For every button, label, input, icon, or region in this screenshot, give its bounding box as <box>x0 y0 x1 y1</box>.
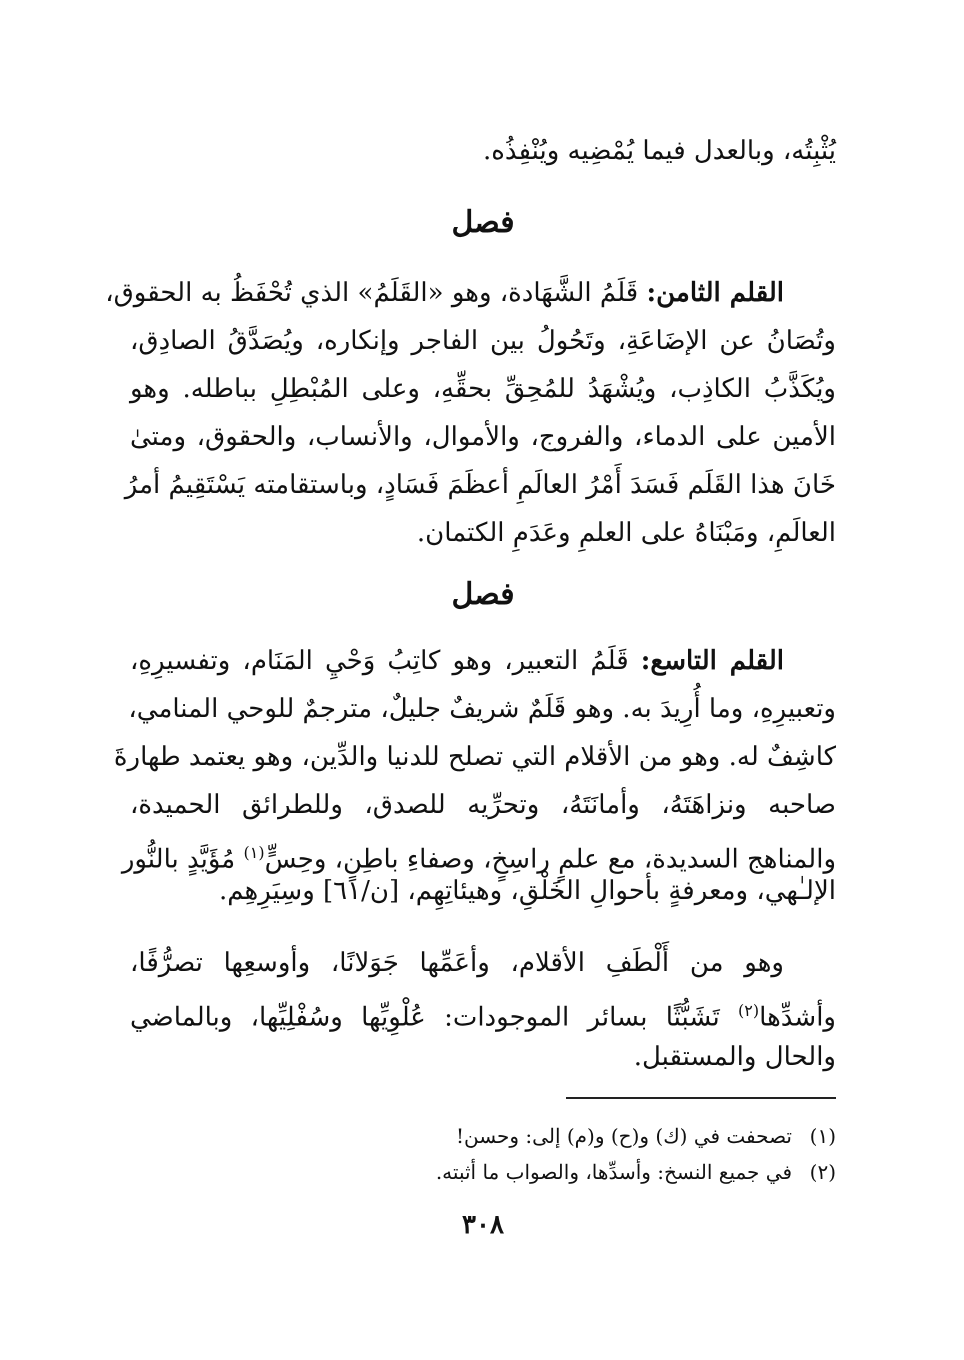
footnote-ref: (٢) <box>738 1001 760 1020</box>
page-number: ٣٠٨ <box>462 1210 504 1240</box>
section-lead: القلم التاسع: <box>640 646 784 676</box>
paragraph-line <box>130 638 836 684</box>
paragraph-text: والمناهج السديدة، مع علمٍ راسِخٍ، وصفاءِ باطِنٍ، وحِسٍّ <box>264 844 836 875</box>
paragraph-line: والحال والمستقبل. <box>633 1042 836 1072</box>
paragraph-line: كاشِفٌ له. وهو من الأقلام التي تصلح للدنيا والدِّين، وهو يعتمد طهارةَ <box>113 742 836 772</box>
paragraph-line: خَانَ هذا القَلَم فَسَدَ أَمْرُ العالَمِ أعظَمَ فَسَادٍ، وباستقامته يَسْتَقِيمُ أمرُ <box>124 470 836 500</box>
paragraph-line <box>130 988 836 1041</box>
section-lead: القلم الثامن: <box>646 278 784 308</box>
paragraph-line: وتُصَانُ عن الإضَاعَةِ، وتَحُولُ بين الفاجر وإنكاره، ويُصَدَّقُ الصادِق، <box>130 326 836 356</box>
footnote <box>130 1118 836 1154</box>
book-page <box>105 0 836 1360</box>
paragraph-text: وأشدِّها <box>759 1002 836 1033</box>
paragraph-line: الإلـٰهي، ومعرفةٍ بأحوالِ الخَلْقِ، وهيئاتِهِم، [ن/٦١] وسِيَرِهِم. <box>218 876 836 906</box>
paragraph-text: مُؤَيَّدٍ بالنُّور <box>121 844 244 875</box>
paragraph-line: صاحبه ونزاهَتَهُ، وأمانَتَهُ، وتحرِّيه للصدق، وللطرائق الحميدة، <box>130 790 836 820</box>
paragraph-text: قَلَمُ الشَّهَادة، وهو «القَلَمُ» الذي تُحْفَظُ به الحقوق، <box>105 278 647 308</box>
footnote-text: تصحفت في (ك) و(ح) و(م) إلى: وحسن! <box>455 1124 792 1148</box>
section-heading: فصل <box>451 205 515 240</box>
footnote-number: (١) <box>809 1124 836 1148</box>
section-heading: فصل <box>451 577 515 612</box>
intro-line: يُثْبِتُه، وبالعدل فيما يُمْضِيه ويُنْفِذُه. <box>482 136 836 166</box>
footnote-ref: (١) <box>243 843 265 862</box>
paragraph-text: تَشَبُّثًا بسائر الموجودات: عُلْوِيِّها وسُفْلِيِّها، وبالماضي <box>130 1002 739 1033</box>
paragraph-line: وتعبيرِهِ، وما أُرِيدَ به. وهو قَلَمٌ شريفٌ جليلٌ، مترجمٌ للوحي المنامي، <box>128 694 836 724</box>
paragraph-line: وهو من أَلْطَفِ الأقلام، وأعَمِّها جَوَلانًا، وأوسعِها تصرُّفًا، <box>130 948 784 978</box>
footnote <box>130 1154 836 1190</box>
paragraph-line: الأمين على الدماء، والفروج، والأموال، والأنساب، والحقوق، ومتىٰ <box>130 422 836 452</box>
paragraph-line <box>105 270 836 316</box>
footnote-text: في جميع النسخ: وأسدِّها، والصواب ما أثبته. <box>435 1160 792 1184</box>
paragraph-line: ويُكَذَّبُ الكاذِب، ويُشْهَدُ للمُحِقِّ بحقِّهِ، وعلى المُبْطِلِ بباطله. وهو <box>130 374 836 404</box>
paragraph-text: قَلَمُ التعبير، وهو كاتِبُ وَحْيِ المَنَام، وتفسيرِهِ، <box>130 646 641 676</box>
footnote-number: (٢) <box>809 1160 836 1184</box>
footnote-divider <box>566 1097 836 1099</box>
paragraph-line: العالَمِ، ومَبْنَاهُ على العلمِ وعَدَمِ الكتمان. <box>416 518 836 548</box>
